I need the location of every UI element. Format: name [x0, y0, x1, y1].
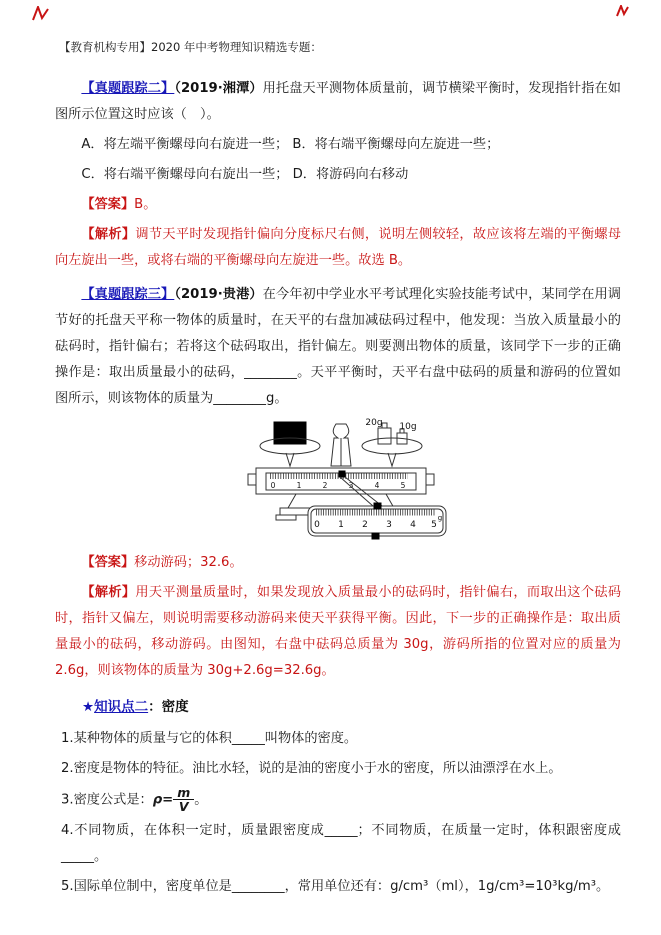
document-header: 【教育机构专用】2020 年中考物理知识精选专题： [59, 40, 322, 54]
knowledge-item-5: 5.国际单位制中，密度单位是________，常用单位还有：g/cm³（ml），1g/cm³=10³kg/m³。 [61, 878, 610, 894]
question2-stem-text: 用托盘天平测物体质量前，调节横梁平衡时，发现指针指在如图所示位置这时应该（ ）。 [55, 81, 621, 122]
question2-stem [55, 76, 621, 128]
mass-volume-fraction [173, 786, 194, 813]
svg-text:1: 1 [337, 520, 344, 530]
equals-sign: = [162, 792, 174, 808]
fraction-denominator: V [178, 799, 189, 815]
answer-label: 【答案】 [81, 555, 135, 570]
question2-options-cd: C．将右端平衡螺母向右旋出一些； D．将游码向右移动 [81, 167, 409, 182]
inset-slider-top [374, 503, 381, 509]
answer-text: B。 [134, 197, 157, 212]
weight-20g [378, 428, 391, 444]
fraction-numerator: m [173, 786, 194, 800]
knowledge-point-topic: ：密度 [148, 699, 189, 715]
analysis-text: 用天平测量质量时，如果发现放入质量最小的砝码时，指针偏右，而取出这个砝码时，指针又偏左，则说明需要移动游码来使天平获得平衡。因此，下一步的正确操作是：取出质量最小的砝码，移动游码。由图知，右盘中砝码总质量为 30g，游码所指的位置对应的质量为 2.6g，则该物体的质量为 30g+2.6g=32.6g。 [55, 585, 622, 678]
star-icon: ★ [82, 699, 95, 715]
inset-slider-bottom [372, 533, 379, 539]
knowledge-item-3 [55, 786, 621, 814]
balance-scale-illustration [236, 416, 471, 540]
measured-object [274, 422, 306, 444]
knowledge-item-4: 4.不同物质，在体积一定时，质量跟密度成_____；不同物质，在质量一定时，体积跟密度成_____。 [61, 822, 621, 864]
svg-text:1: 1 [296, 481, 301, 490]
left-pan [260, 422, 320, 466]
pillar-and-pointer [331, 424, 351, 466]
question2-analysis [55, 222, 621, 274]
svg-text:5: 5 [430, 520, 437, 530]
svg-text:4: 4 [409, 520, 416, 530]
inset-unit-label: g [437, 514, 442, 522]
balance-scale-figure [85, 416, 621, 544]
weight-20g-label: 20g [364, 418, 383, 428]
question3-analysis [55, 580, 621, 684]
beam-ruler-numbers [270, 481, 405, 490]
question3-stem-text: 在今年初中学业水平考试理化实验技能考试中，某同学在用调节好的托盘天平称一物体的质量时，在天平的右盘加减砝码过程中，他发现：当放入质量最小的砝码时，指针偏右；若将这个砝码取出，指针偏左。则要测出物体的质量，该同学下一步的正确操作是：取出质量最小的砝码，________。天平平衡时，天平右盘中砝码的质量和游码的位置如图所示，则该物体的质量为________g。 [55, 287, 621, 406]
svg-text:0: 0 [313, 520, 320, 530]
svg-text:4: 4 [374, 481, 379, 490]
question3-stem [55, 282, 621, 412]
left-balance-nut [248, 474, 256, 485]
question2-answer [55, 192, 621, 218]
question3-tag: 【真题跟踪三】 [81, 287, 175, 302]
density-formula-suffix: 。 [194, 792, 208, 808]
question3-source: （2019·贵港） [174, 287, 263, 302]
answer-text: 移动游码；32.6。 [134, 555, 243, 570]
right-balance-nut [426, 474, 434, 485]
knowledge-point-title [55, 694, 621, 720]
question3-answer [55, 550, 621, 576]
question2-tag: 【真题跟踪二】 [81, 81, 175, 96]
knowledge-item-2: 2.密度是物体的特征。油比水轻，说的是油的密度小于水的密度，所以油漂浮在水上。 [61, 761, 562, 776]
analysis-label: 【解析】 [81, 227, 136, 242]
red-annotation-mark-icon [616, 5, 630, 19]
svg-text:2: 2 [322, 481, 327, 490]
svg-text:3: 3 [348, 481, 353, 490]
svg-text:5: 5 [400, 481, 405, 490]
question2-options-ab: A．将左端平衡螺母向右旋进一些； B．将右端平衡螺母向左旋进一些； [81, 137, 500, 152]
rho-symbol: ρ [152, 792, 163, 808]
beam-slider [339, 471, 345, 477]
svg-text:0: 0 [270, 481, 275, 490]
analysis-text: 调节天平时发现指针偏向分度标尺右侧，说明左侧较轻，故应该将左端的平衡螺母向左旋出一些，或将右端的平衡螺母向左旋进一些。故选 B。 [55, 227, 622, 268]
density-formula-prefix: 3.密度公式是： [61, 792, 153, 808]
svg-text:2: 2 [361, 520, 368, 530]
answer-label: 【答案】 [81, 197, 135, 212]
knowledge-item-1: 1.某种物体的质量与它的体积_____叫物体的密度。 [61, 731, 358, 746]
knowledge-point-name: 知识点二 [94, 699, 149, 715]
svg-text:3: 3 [385, 520, 392, 530]
red-annotation-mark-icon [32, 6, 50, 24]
beam-ruler [248, 468, 434, 494]
ruler-inset [308, 503, 446, 539]
analysis-label: 【解析】 [81, 585, 136, 600]
weight-10g-label: 10g [398, 422, 417, 432]
question2-source: （2019·湘潭） [174, 81, 263, 96]
